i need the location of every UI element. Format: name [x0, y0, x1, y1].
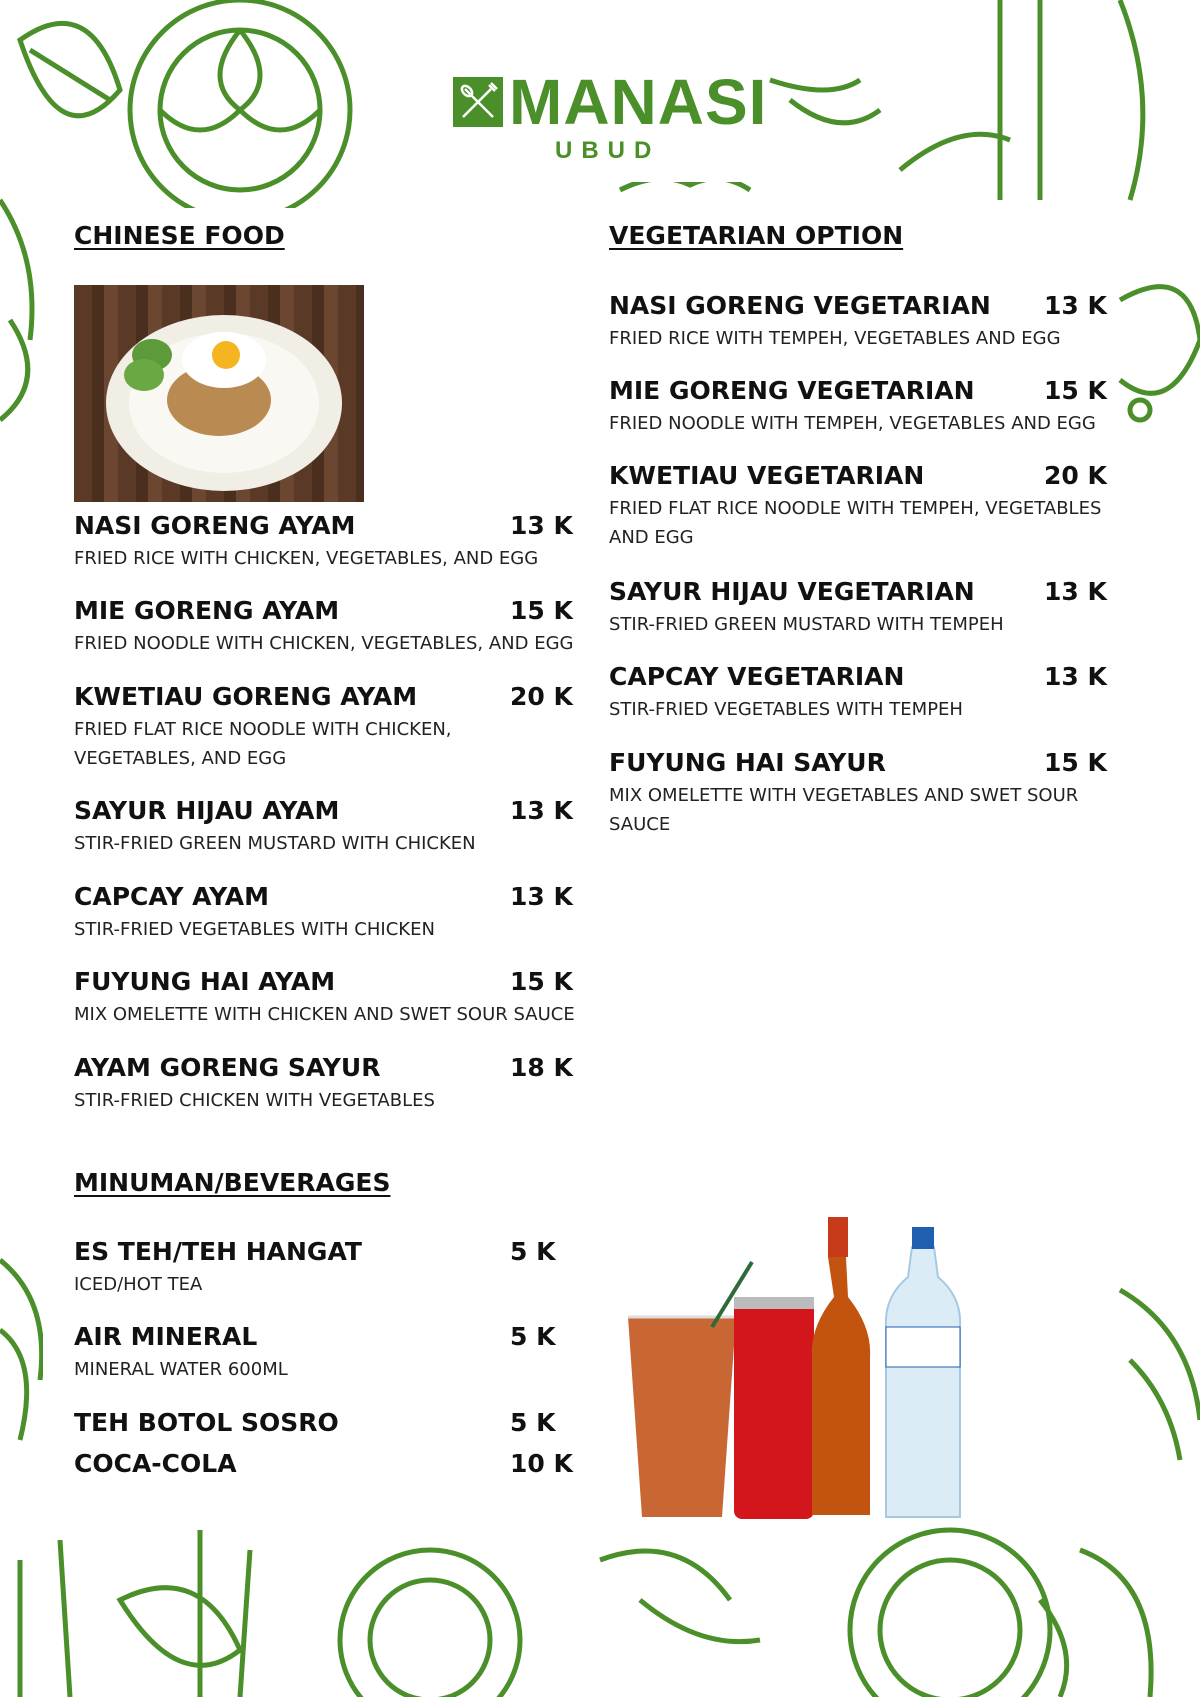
- item-name: FUYUNG HAI SAYUR: [609, 748, 886, 777]
- logo-location: UBUD: [555, 137, 661, 164]
- item-price: 15 K: [510, 596, 573, 625]
- item-description: STIR-FRIED CHICKEN WITH VEGETABLES: [74, 1090, 435, 1111]
- beverages-heading: MINUMAN/BEVERAGES: [74, 1168, 391, 1197]
- item-description: STIR-FRIED VEGETABLES WITH TEMPEH: [609, 699, 963, 720]
- beverage-item: [74, 1408, 574, 1438]
- item-description: FRIED RICE WITH TEMPEH, VEGETABLES AND EGG: [609, 328, 1061, 349]
- menu-item: [74, 882, 574, 944]
- item-description: FRIED RICE WITH CHICKEN, VEGETABLES, AND EGG: [74, 548, 539, 569]
- beverage-item: [74, 1237, 574, 1299]
- logo: [433, 49, 768, 182]
- item-description: ICED/HOT TEA: [74, 1274, 203, 1295]
- item-price: 13 K: [1044, 291, 1107, 320]
- item-price: 18 K: [510, 1053, 573, 1082]
- item-price: 5 K: [510, 1408, 556, 1437]
- item-name: ES TEH/TEH HANGAT: [74, 1237, 362, 1266]
- menu-item: [74, 967, 594, 1029]
- item-price: 13 K: [1044, 577, 1107, 606]
- item-description: MINERAL WATER 600ML: [74, 1359, 288, 1380]
- beverages-photo: [622, 1217, 980, 1526]
- fried-rice-photo: [74, 285, 364, 502]
- item-name: NASI GORENG AYAM: [74, 511, 356, 540]
- menu-item: [609, 748, 1107, 839]
- item-name: NASI GORENG VEGETARIAN: [609, 291, 991, 320]
- item-name: AIR MINERAL: [74, 1322, 258, 1351]
- item-name: SAYUR HIJAU VEGETARIAN: [609, 577, 975, 606]
- chinese-food-heading: CHINESE FOOD: [74, 221, 285, 250]
- item-description: STIR-FRIED VEGETABLES WITH CHICKEN: [74, 919, 435, 940]
- item-price: 10 K: [510, 1449, 573, 1478]
- item-price: 5 K: [510, 1322, 556, 1351]
- item-price: 13 K: [510, 796, 573, 825]
- item-name: KWETIAU GORENG AYAM: [74, 682, 418, 711]
- item-name: AYAM GORENG SAYUR: [74, 1053, 381, 1082]
- item-name: CAPCAY AYAM: [74, 882, 270, 911]
- utensils-icon: [453, 77, 503, 127]
- item-price: 13 K: [510, 882, 573, 911]
- menu-item: [609, 577, 1107, 639]
- menu-item: [609, 376, 1107, 438]
- item-description: MIX OMELETTE WITH CHICKEN AND SWET SOUR SAUCE: [74, 1004, 575, 1025]
- item-name: TEH BOTOL SOSRO: [74, 1408, 339, 1437]
- menu-item: [609, 461, 1107, 552]
- menu-item: [609, 662, 1107, 724]
- item-name: CAPCAY VEGETARIAN: [609, 662, 905, 691]
- menu-item: [74, 796, 574, 858]
- menu-item: [609, 291, 1107, 353]
- item-name: FUYUNG HAI AYAM: [74, 967, 336, 996]
- item-description: FRIED FLAT RICE NOODLE WITH CHICKEN, VEGETABLES, AND EGG: [74, 719, 452, 769]
- item-price: 13 K: [510, 511, 573, 540]
- item-description: FRIED NOODLE WITH TEMPEH, VEGETABLES AND EGG: [609, 413, 1096, 434]
- item-description: STIR-FRIED GREEN MUSTARD WITH CHICKEN: [74, 833, 476, 854]
- item-price: 5 K: [510, 1237, 556, 1266]
- beverage-item: [74, 1322, 574, 1384]
- item-name: MIE GORENG VEGETARIAN: [609, 376, 975, 405]
- item-name: COCA-COLA: [74, 1449, 237, 1478]
- item-description: FRIED NOODLE WITH CHICKEN, VEGETABLES, AND EGG: [74, 633, 574, 654]
- item-price: 15 K: [1044, 376, 1107, 405]
- menu-item: [74, 1053, 574, 1115]
- item-name: KWETIAU VEGETARIAN: [609, 461, 925, 490]
- menu-item: [74, 511, 574, 573]
- item-price: 15 K: [1044, 748, 1107, 777]
- item-name: MIE GORENG AYAM: [74, 596, 340, 625]
- logo-name: MANASI: [509, 66, 768, 138]
- menu-item: [74, 596, 574, 658]
- menu-item: [74, 682, 574, 773]
- item-price: 13 K: [1044, 662, 1107, 691]
- item-description: STIR-FRIED GREEN MUSTARD WITH TEMPEH: [609, 614, 1004, 635]
- item-name: SAYUR HIJAU AYAM: [74, 796, 340, 825]
- beverage-item: [74, 1449, 574, 1479]
- item-price: 15 K: [510, 967, 573, 996]
- item-price: 20 K: [1044, 461, 1107, 490]
- vegetarian-heading: VEGETARIAN OPTION: [609, 221, 904, 250]
- item-description: MIX OMELETTE WITH VEGETABLES AND SWET SOUR SAUCE: [609, 785, 1079, 835]
- item-description: FRIED FLAT RICE NOODLE WITH TEMPEH, VEGETABLES AND EGG: [609, 498, 1102, 548]
- item-price: 20 K: [510, 682, 573, 711]
